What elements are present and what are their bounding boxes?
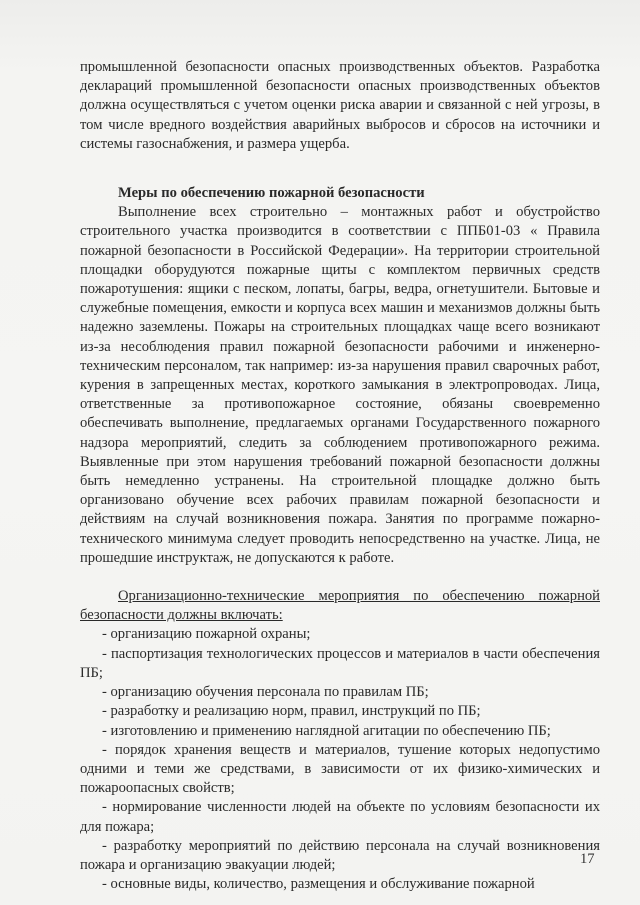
measure-item: - разработку и реализацию норм, правил, инструкций по ПБ; bbox=[102, 703, 481, 720]
page-content bbox=[80, 58, 600, 894]
measure-item: - организацию пожарной охраны; bbox=[102, 626, 311, 643]
measure-item: - основные виды, количество, размещения и обслуживание пожарной bbox=[102, 876, 535, 893]
measure-item: - паспортизация технологических процессов и материалов в части обеспечения ПБ; bbox=[80, 645, 600, 681]
measure-item: - разработку мероприятий по действию персонала на случай возникновения пожара и организацию эвакуации людей; bbox=[80, 837, 600, 873]
measure-item: - организацию обучения персонала по правилам ПБ; bbox=[102, 684, 429, 701]
fire-safety-paragraph: Выполнение всех строительно – монтажных работ и обустройство строительного участка производится в соответствии с ППБ01-03 « Правила пожарной безопасности в Российской Федерации». На территории строительной площадки оборудуются пожарные щиты с комплектом первичных средств пожаротушения: ящики с песком, лопаты, багры, ведра, огнетушители. Бытовые и служебные помещения, емкости и корпуса всех машин и механизмов должны быть надежно заземлены. Пожары на строительных площадках чаще всего возникают из-за несоблюдения правил пожарной безопасности рабочими и инженерно-техническим персоналом, так например: из-за нарушения правил сварочных работ, курения в запрещенных местах, короткого замыкания в электропроводах. Лица, ответственные за противопожарное состояние, обязаны своевременно обеспечивать выполнение, предлагаемых органами Государственного пожарного надзора мероприятий, следить за соблюдением противопожарного режима. Выявленные при этом нарушения требований пожарной безопасности должны быть немедленно устранены. На строительной площадке должно быть организовано обучение всех рабочих правилам пожарной безопасности и действиям на случай возникновения пожара. Занятия по программе пожарно-технического минимума следует проводить непосредственно на участке. Лица, не прошедшие инструктаж, не допускаются к работе. bbox=[80, 204, 600, 566]
measure-item: - порядок хранения веществ и материалов, тушение которых недопустимо одними и теми же средствами, в зависимости от их физико-химических и пожароопасных свойств; bbox=[80, 741, 600, 797]
measures-heading: Организационно-технические мероприятия по обеспечению пожарной безопасности должны включать: bbox=[80, 588, 600, 624]
fire-safety-heading: Меры по обеспечению пожарной безопасности bbox=[118, 185, 425, 202]
intro-paragraph: промышленной безопасности опасных производственных объектов. Разработка деклараций промышленной безопасности опасных производственных объектов должна осуществляться с учетом оценки риска аварии и связанной с ней угрозы, в том числе вредного воздействия аварийных выбросов и сбросов на источники и системы газоснабжения, и размера ущерба. bbox=[80, 59, 600, 152]
measure-item: - изготовлению и применению наглядной агитации по обеспечению ПБ; bbox=[102, 722, 551, 739]
section-gap bbox=[80, 568, 600, 587]
measure-item: - нормирование численности людей на объекте по условиям безопасности их для пожара; bbox=[80, 799, 600, 835]
page-number: 17 bbox=[580, 851, 595, 867]
